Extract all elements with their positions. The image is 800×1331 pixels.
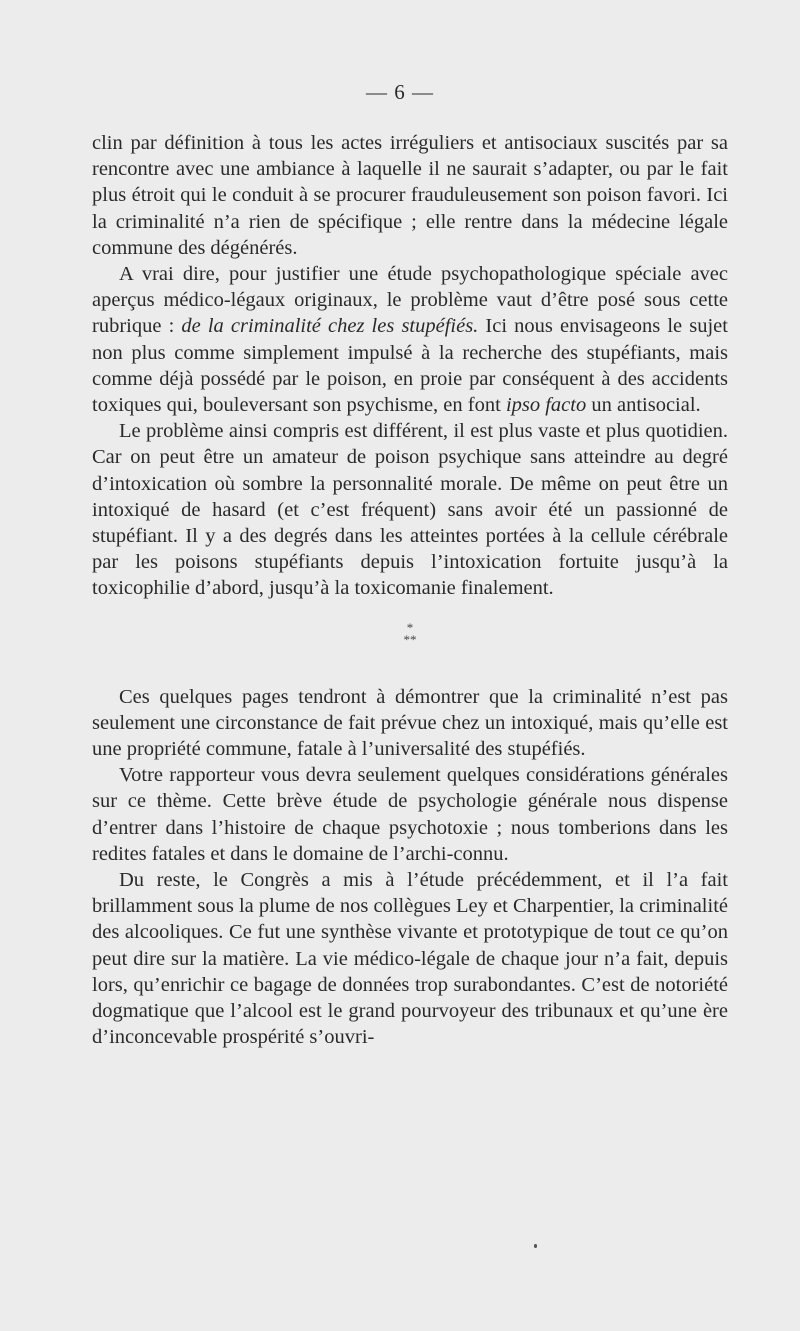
- section-before-asterism: [92, 130, 728, 602]
- paragraph: [92, 261, 728, 418]
- ink-speck: [534, 1244, 537, 1248]
- section-after-asterism: [92, 684, 728, 1051]
- text-run: Votre rapporteur vous devra seulement quelques considérations générales sur ce thème. Cette brève étude de psychologie générale nous dispense d’entrer dans l’histoire de chaque psychotoxie ; nous tomberions dans les redites fatales et dans le domaine de l’archi-connu.: [92, 764, 728, 865]
- paragraph: [92, 762, 728, 867]
- paragraph: [92, 684, 728, 763]
- text-run: Ici nous envisageons le sujet non plus comme simplement impulsé à la recherche des stupéfiants, mais comme déjà possédé par le poison, en proie par conséquent à des accidents toxiques qui, bouleversant son psychisme, en font: [92, 315, 728, 417]
- text-run: clin par définition à tous les actes irréguliers et antisociaux suscités par sa rencontre avec une ambiance à laquelle il ne saurait s’adapter, ou par le fait plus étroit qui le conduit à se procurer frauduleusement son poison favori. Ici la criminalité n’a rien de spécifique ; elle rentre dans la médecine légale commune des dégénérés.: [92, 132, 728, 259]
- text-run: Du reste, le Congrès a mis à l’étude précédemment, et il l’a fait brillamment sous la plume de nos collègues Ley et Charpentier, la criminalité des alcooliques. Ce fut une synthèse vivante et prototypique de tout ce qu’on peut dire sur la matière. La vie médico-légale de chaque jour n’a fait, depuis lors, qu’enrichir ce bagage de données trop surabondantes. C’est de notoriété dogmatique que l’alcool est le grand pourvoyeur des tribunaux et qu’une ère d’inconcevable prospérité s’ouvri-: [92, 869, 728, 1049]
- paragraph: [92, 130, 728, 261]
- italic-text: de la criminalité chez les stupéfiés.: [181, 315, 479, 338]
- body-text: [92, 130, 728, 1051]
- asterism-bottom: **: [403, 631, 417, 647]
- italic-text: ipso facto: [505, 394, 587, 417]
- paragraph: [92, 418, 728, 601]
- text-run: un antisocial.: [586, 394, 701, 417]
- text-run: Le problème ainsi compris est différent, il est plus vaste et plus quotidien. Car on peut être un amateur de poison psychique sans atteindre au degré d’intoxication où sombre la personnalité morale. De même on peut être un intoxiqué de hasard (et c’est fréquent) sans avoir été un passionné de stupéfiant. Il y a des degrés dans les atteintes portées à la cellule cérébrale par les poisons stupéfiants depuis l’intoxication fortuite jusqu’à la toxicophilie d’abord, jusqu’à la toxicomanie finalement.: [92, 420, 728, 600]
- page-number: — 6 —: [366, 80, 434, 104]
- text-run: Ces quelques pages tendront à démontrer que la criminalité n’est pas seulement une circonstance de fait prévue chez un intoxiqué, mais qu’elle est une propriété commune, fatale à l’universalité des stupéfiés.: [92, 685, 728, 761]
- asterism-divider: [92, 619, 728, 647]
- text-run: A vrai dire, pour justifier une étude psychopathologique spéciale avec aperçus médico-légaux originaux, le problème vaut d’être posé sous cette rubrique :: [92, 263, 728, 338]
- asterism-top: *: [406, 619, 414, 635]
- paragraph: [92, 867, 728, 1050]
